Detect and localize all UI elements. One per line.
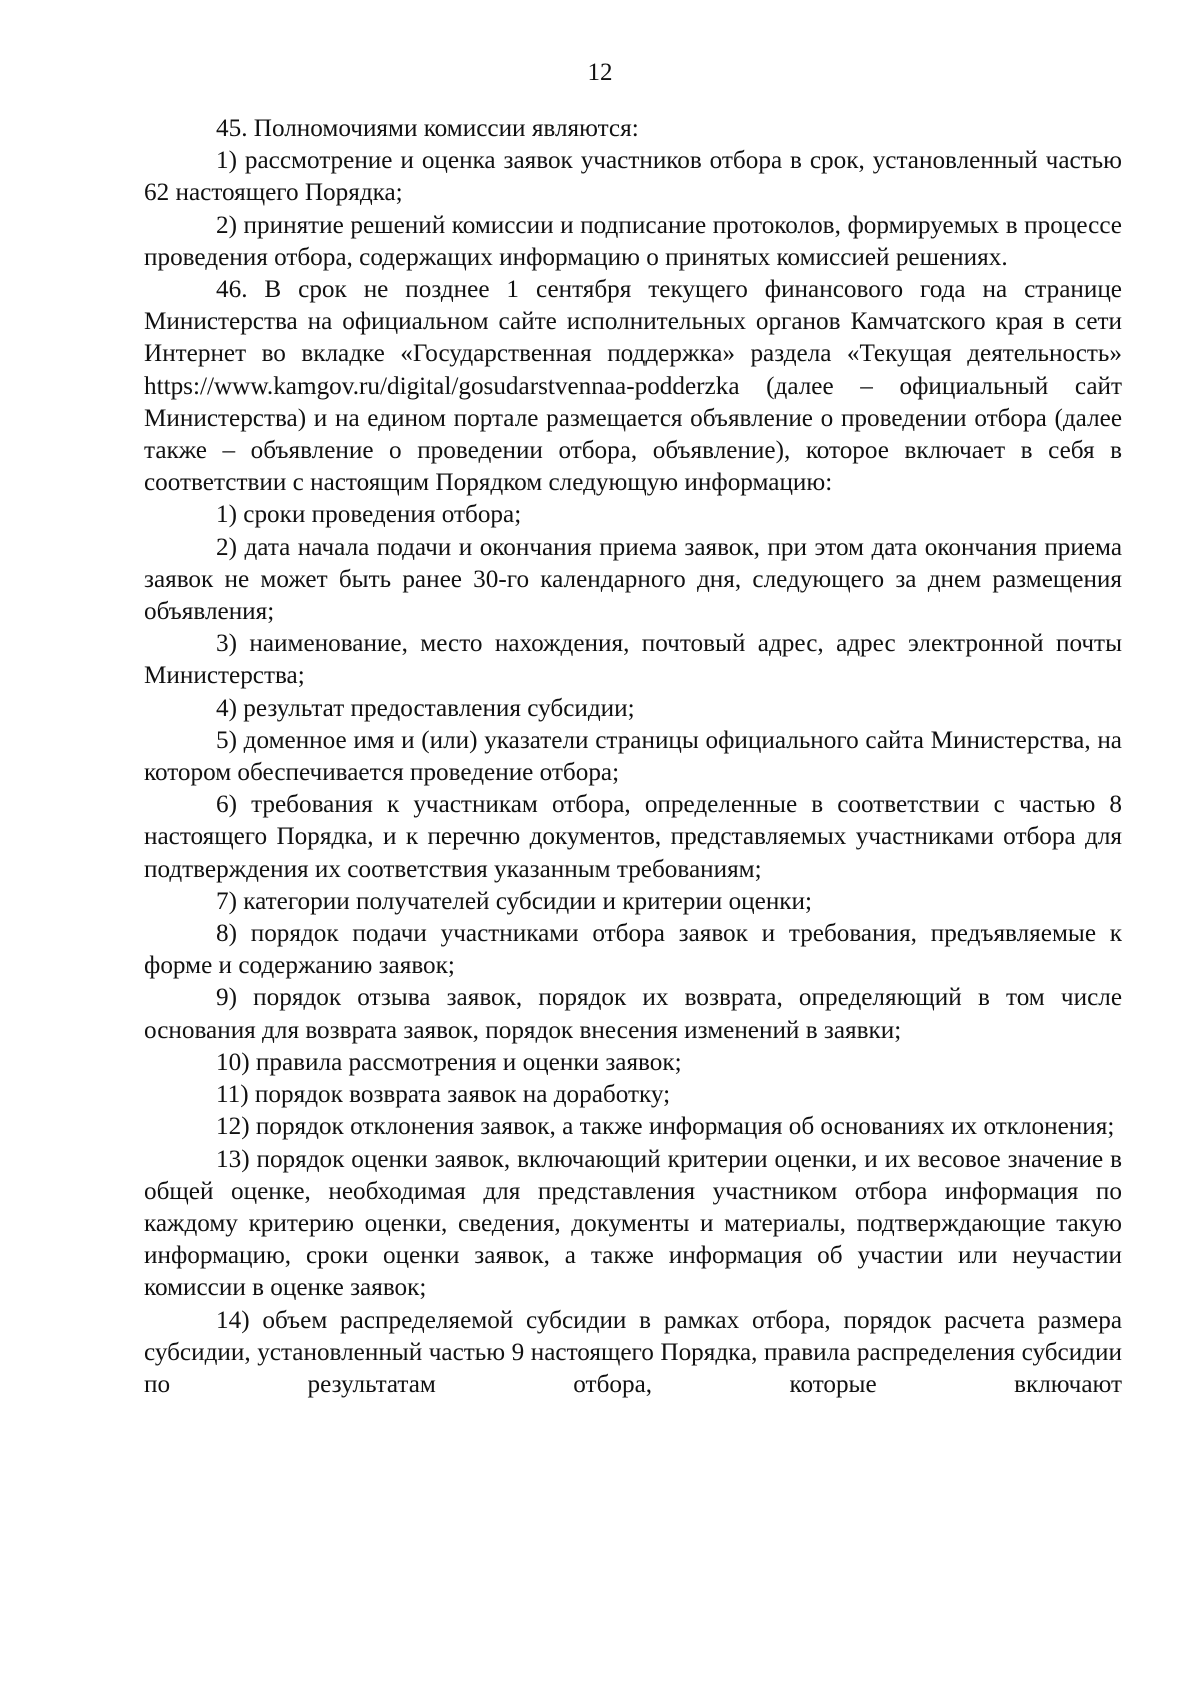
list-item: 11) порядок возврата заявок на доработку; [216,1081,671,1109]
list-item: 5) доменное имя и (или) указатели страницы официального сайта Министерства, на котором обеспечивается проведение отбора; [144,726,1122,787]
list-item: 6) требования к участникам отбора, определенные в соответствии с частью 8 настоящего Порядка, и к перечню документов, представляемых участниками отбора для подтверждения их соответствия указанным требованиям; [144,791,1122,883]
list-item: 10) правила рассмотрения и оценки заявок; [216,1048,682,1076]
list-item: 8) порядок подачи участниками отбора заявок и требования, предъявляемые к форме и содержанию заявок; [144,920,1122,980]
list-item: 14) объем распределяемой субсидии в рамках отбора, порядок расчета размера субсидии, установленный частью 9 настоящего Порядка, правила распределения субсидии по результатам отбора, которые включают [144,1306,1122,1398]
list-item: 1) рассмотрение и оценка заявок участников отбора в срок, установленный частью 62 настоящего Порядка; [144,147,1122,207]
list-item: 13) порядок оценки заявок, включающий критерии оценки, и их весовое значение в общей оценке, необходимая для представления участником отбора информация по каждому критерию оценки, сведения, документы и материалы, подтверждающие такую информацию, сроки оценки заявок, а также информация об участии или неучастии комиссии в оценке заявок; [144,1145,1122,1302]
document-body [144,113,1122,1401]
paragraph-45-heading: 45. Полномочиями комиссии являются: [216,115,639,142]
list-item: 4) результат предоставления субсидии; [216,694,635,722]
list-item: 12) порядок отклонения заявок, а также информация об основаниях их отклонения; [216,1113,1115,1141]
list-item: 3) наименование, место нахождения, почтовый адрес, адрес электронной почты Министерства; [144,630,1122,690]
list-item: 9) порядок отзыва заявок, порядок их возврата, определяющий в том числе основания для возврата заявок, порядок внесения изменений в заявки; [144,984,1122,1044]
page-number: 12 [587,59,613,86]
list-item: 1) сроки проведения отбора; [216,501,522,529]
list-item: 2) дата начала подачи и окончания приема заявок, при этом дата окончания приема заявок не может быть ранее 30-го календарного дня, следующего за днем размещения объявления; [144,533,1122,626]
list-item: 7) категории получателей субсидии и критерии оценки; [216,887,813,915]
paragraph-46: 46. В срок не позднее 1 сентября текущего финансового года на странице Министерства на официальном сайте исполнительных органов Камчатского края в сети Интернет во вкладке «Государственная поддержка» раздела «Текущая деятельность» https://www.kamgov.ru/digital/gosudarstvennaa-podderzka (далее – официальный сайт Министерства) и на едином портале размещается объявление о проведении отбора (далее также – объявление о проведении отбора, объявление), которое включает в себя в соответствии с настоящим Порядком следующую информацию: [144,276,1122,497]
list-item: 2) принятие решений комиссии и подписание протоколов, формируемых в процессе проведения отбора, содержащих информацию о принятых комиссией решениях. [144,211,1122,271]
